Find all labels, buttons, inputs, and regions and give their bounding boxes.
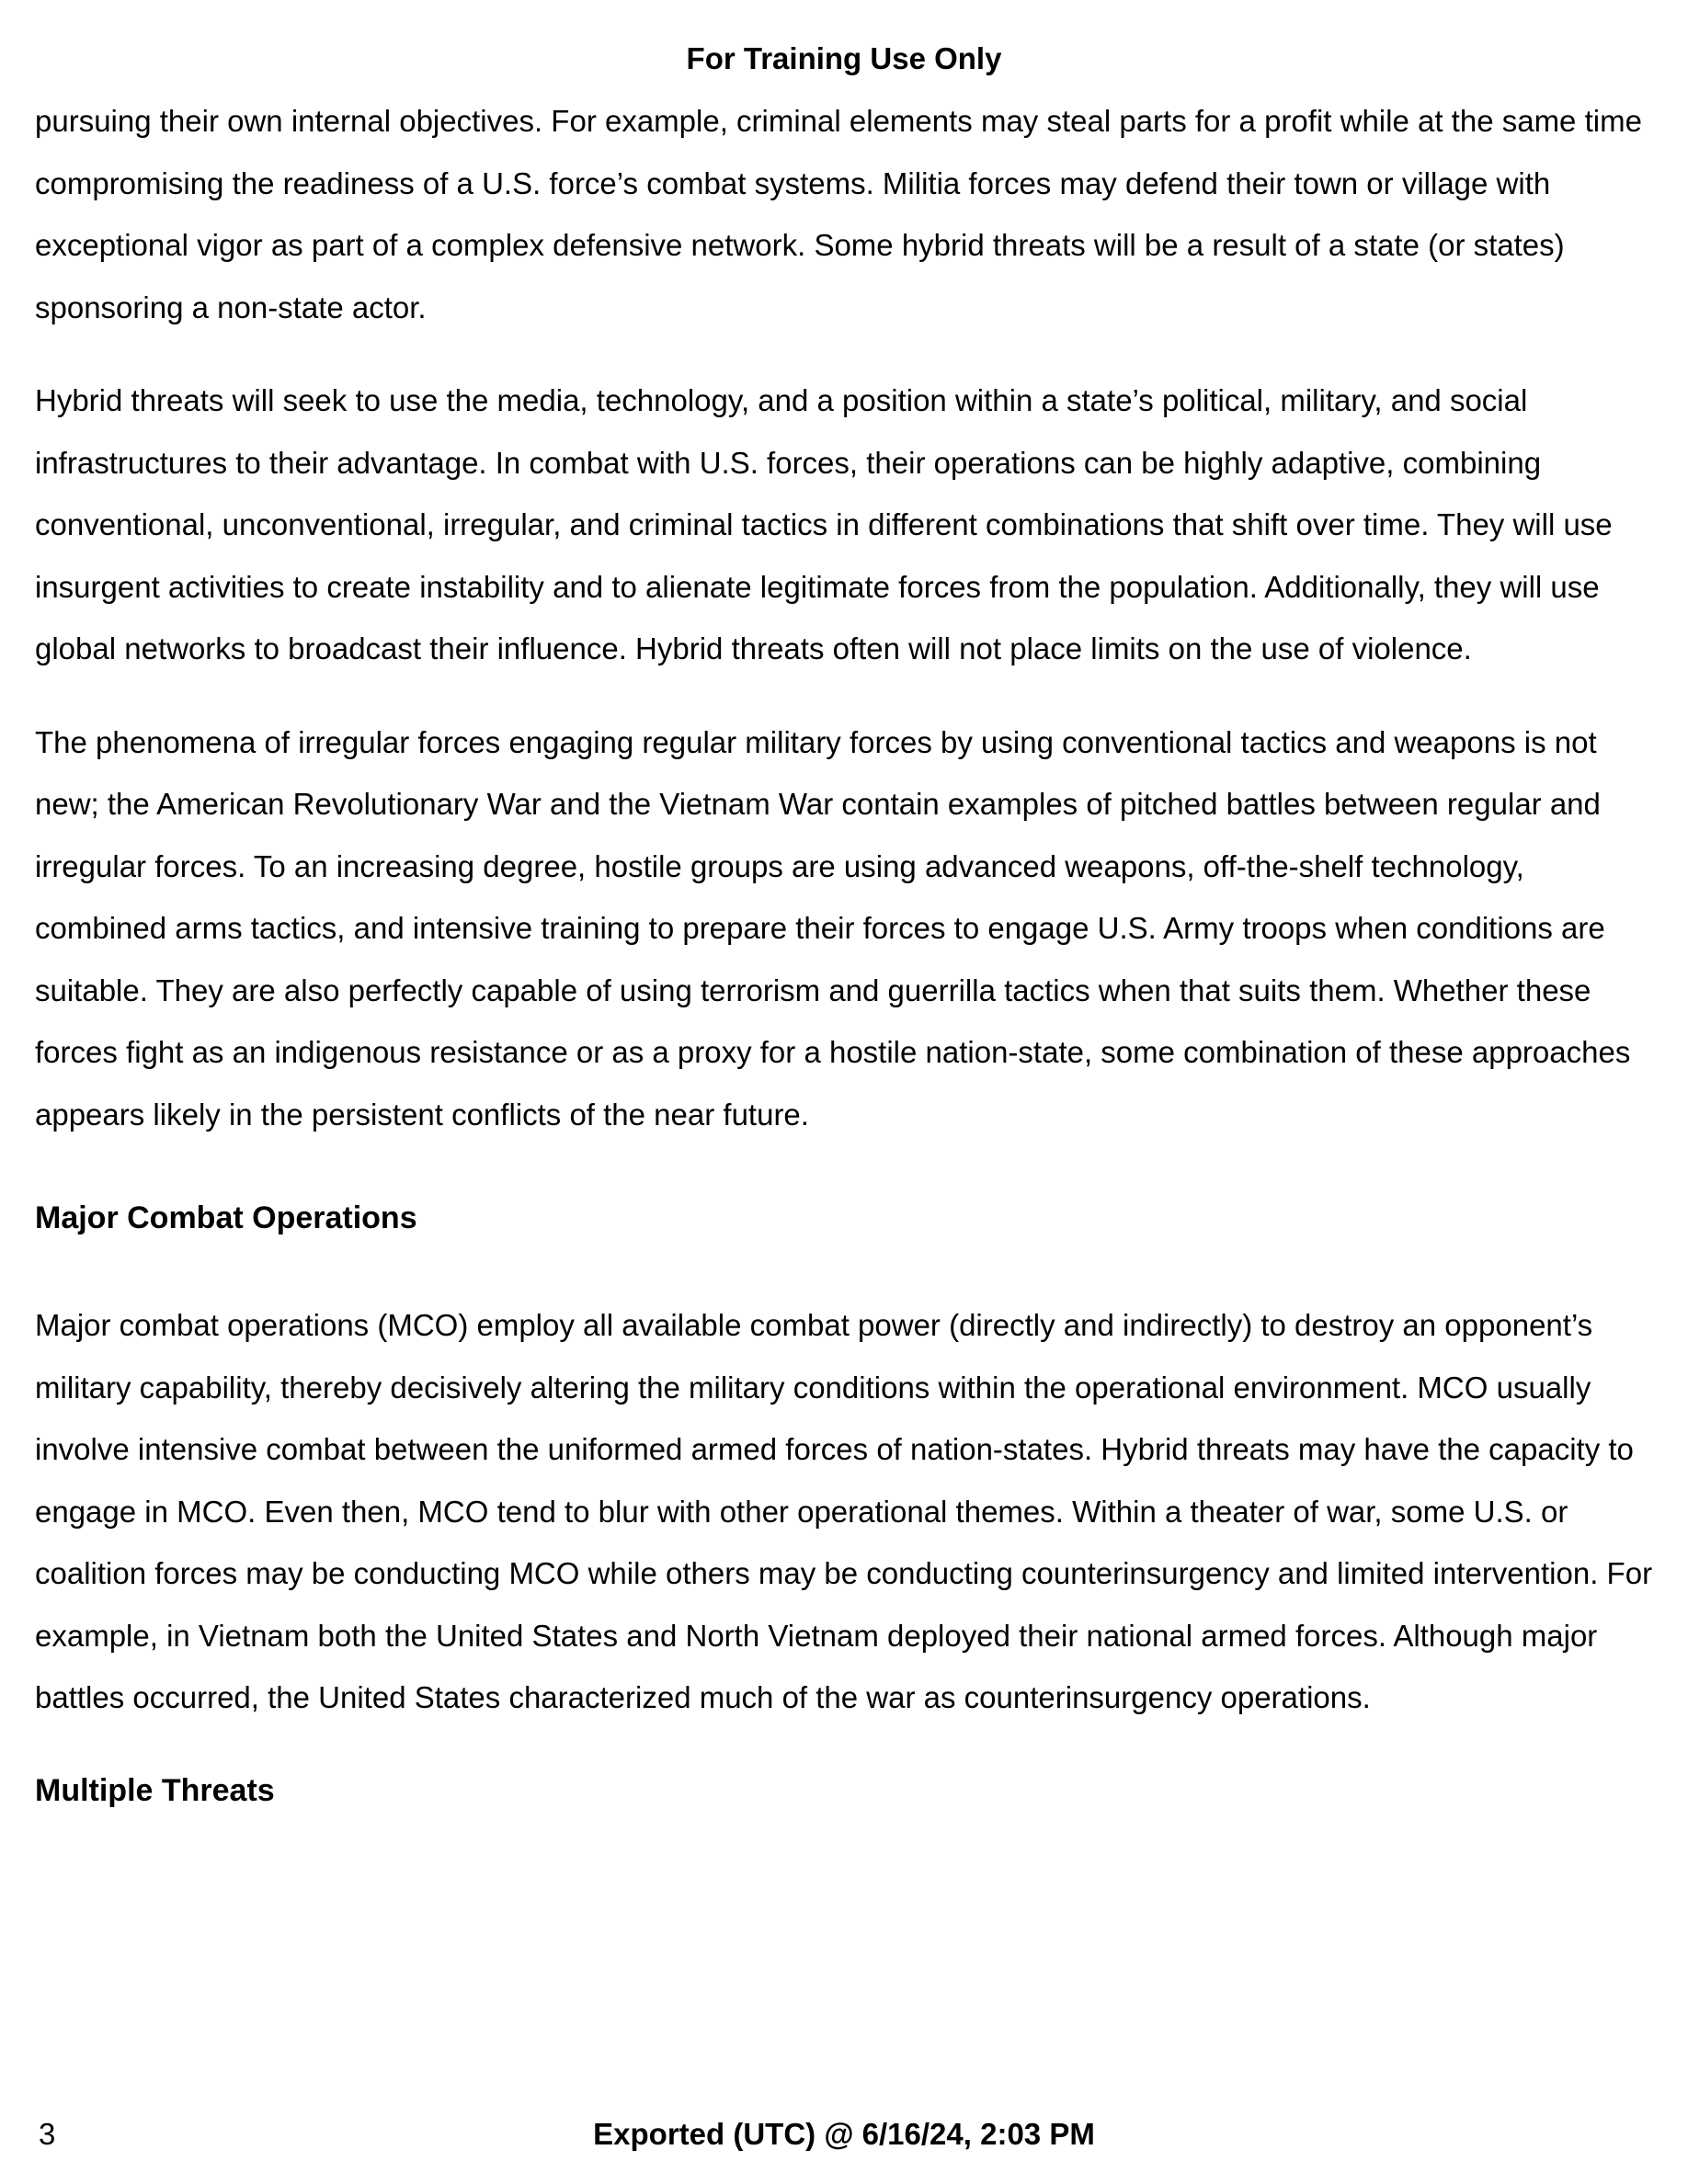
page-number: 3 [39,2117,56,2151]
paragraph-hybrid-media: Hybrid threats will seek to use the media, technology, and a position within a state’s political, military, and social infrastructures to their advantage. In combat with U.S. forces, their operations can be highly adaptive, combining conventional, unconventional, irregular, and criminal tactics in different combinations that shift over time. They will use insurgent activities to create instability and to alienate legitimate forces from the population. Additionally, they will use global networks to broadcast their influence. Hybrid threats often will not place limits on the use of violence. [35,383,1613,665]
training-marking-header: For Training Use Only [686,41,1002,75]
paragraph-hybrid-objectives: pursuing their own internal objectives. For example, criminal elements may steal parts for a profit while at the same time compromising the readiness of a U.S. force’s combat systems. Militia forces may defend their town or village with exceptional vigor as part of a complex defensive network. Some hybrid threats will be a result of a state (or states) sponsoring a non-state actor. [35,104,1642,324]
paragraph-irregular-forces: The phenomena of irregular forces engaging regular military forces by using conventional tactics and weapons is not new; the American Revolutionary War and the Vietnam War contain examples of pitched battles between regular and irregular forces. To an increasing degree, hostile groups are using advanced weapons, off-the-shelf technology, combined arms tactics, and intensive training to prepare their forces to engage U.S. Army troops when conditions are suitable. They are also perfectly capable of using terrorism and guerrilla tactics when that suits them. Whether these forces fight as an indigenous resistance or as a proxy for a hostile nation-state, some combination of these approaches appears likely in the persistent conflicts of the near future. [35,724,1631,1132]
export-timestamp-footer: Exported (UTC) @ 6/16/24, 2:03 PM [593,2117,1095,2151]
section-heading-major-combat-operations: Major Combat Operations [35,1200,417,1235]
paragraph-major-combat-operations: Major combat operations (MCO) employ all available combat power (directly and indirectly) to destroy an opponent’s military capability, thereby decisively altering the military conditions within the operational environment. MCO usually involve intensive combat between the uniformed armed forces of nation-states. Hybrid threats may have the capacity to engage in MCO. Even then, MCO tend to blur with other operational themes. Within a theater of war, some U.S. or coalition forces may be conducting MCO while others may be conducting counterinsurgency and limited intervention. For example, in Vietnam both the United States and North Vietnam deployed their national armed forces. Although major battles occurred, the United States characterized much of the war as counterinsurgency operations. [35,1308,1653,1714]
document-body [35,90,1662,1867]
section-heading-multiple-threats: Multiple Threats [35,1772,275,1808]
